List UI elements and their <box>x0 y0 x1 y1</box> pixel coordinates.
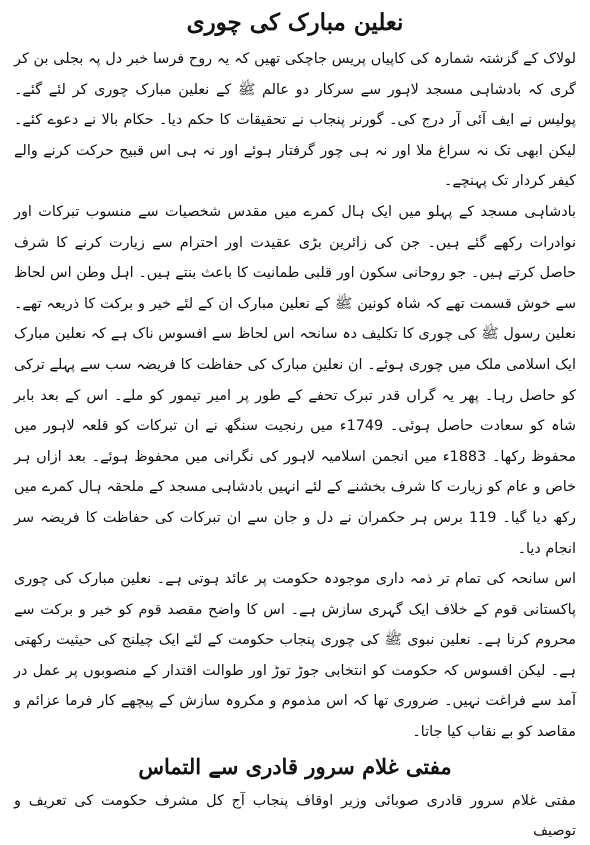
article-paragraph-1: لولاک کے گزشتہ شمارہ کی کاپیاں پریس جاچکی تھیں کہ یہ روح فرسا خبر دل پہ بجلی بن کر گری کہ بادشاہی مسجد لاہور سے سرکار دو عالم ﷺ کے نعلین مبارک چوری کر لئے گئے۔ پولیس نے ایف آئی آر درج کی۔ گورنر پنجاب نے تحقیقات کا حکم دیا۔ حکام بالا نے دعوے کئے۔ لیکن ابھی تک نہ سراغ ملا اور نہ ہی چور گرفتار ہوئے اور نہ ہی اس قبیح حرکت کرنے والے کیفر کردار تک پہنچے۔ <box>14 51 576 190</box>
article-paragraph-2: بادشاہی مسجد کے پہلو میں ایک ہال کمرے میں مقدس شخصیات سے منسوب تبرکات اور نوادرات رکھے گئے ہیں۔ جن کی زائرین بڑی عقیدت اور احترام سے زیارت کرنے کا شرف حاصل کرتے ہیں۔ جو روحانی سکون اور قلبی طمانیت کا باعث بنتے ہیں۔ اہل وطن اس لحاظ سے خوش قسمت تھے کہ شاہ کونین ﷺ کے نعلین مبارک ان کے لئے خیر و برکت کا ذریعہ تھے۔ نعلین رسول ﷺ کی چوری کا تکلیف دہ سانحہ اس لحاظ سے افسوس ناک ہے کہ نعلین مبارک ایک اسلامی ملک میں چوری ہوئے۔ ان نعلین مبارک کی حفاظت کا فریضہ سب سے پہلے ترکی کو حاصل رہا۔ پھر یہ گراں قدر تبرک تحفے کے طور پر امیر تیمور کو ملے۔ اس کے بعد بابر شاہ کو سعادت حاصل ہوئی۔ 1749ء میں رنجیت سنگھ نے ان تبرکات کو قلعہ لاہور میں محفوظ رکھا۔ 1883ء میں انجمن اسلامیہ لاہور کی نگرانی میں محفوظ ہوئے۔ بعد ازاں ہر خاص و عام کو زیارت کا شرف بخشنے کے لئے انہیں بادشاہی مسجد کے ملحقہ ہال کمرے میں رکھ دیا گیا۔ 119 برس ہر حکمران نے دل و جان سے ان تبرکات کی حفاظت کا فریضہ سر انجام دیا۔ <box>14 203 577 557</box>
article-title: نعلین مبارک کی چوری <box>186 9 404 36</box>
article-paragraph-3: اس سانحہ کی تمام تر ذمہ داری موجودہ حکومت پر عائد ہوتی ہے۔ نعلین مبارک کی چوری پاکستانی قوم کے خلاف ایک گہری سازش ہے۔ اس کا واضح مقصد قوم کو خیر و برکت سے محروم کرنا ہے۔ نعلین نبوی ﷺ کی چوری پنجاب حکومت کے لئے ایک چیلنج کی حیثیت رکھتی ہے۔ لیکن افسوس کہ حکومت کو انتخابی جوڑ توڑ اور طوالت اقتدار کے منصوبوں پر عمل در آمد سے فراغت نہیں۔ ضروری تھا کہ اس مذموم و مکروہ سازش کے پیچھے کار فرما عزائم و مقاصد کو بے نقاب کیا جاتا۔ <box>14 571 576 741</box>
section-title: مفتی غلام سرور قادری سے التماس <box>138 753 452 779</box>
section-paragraph: مفتی غلام سرور قادری صوبائی وزیر اوقاف پنجاب آج کل مشرف حکومت کی تعریف و توصیف <box>14 792 576 840</box>
